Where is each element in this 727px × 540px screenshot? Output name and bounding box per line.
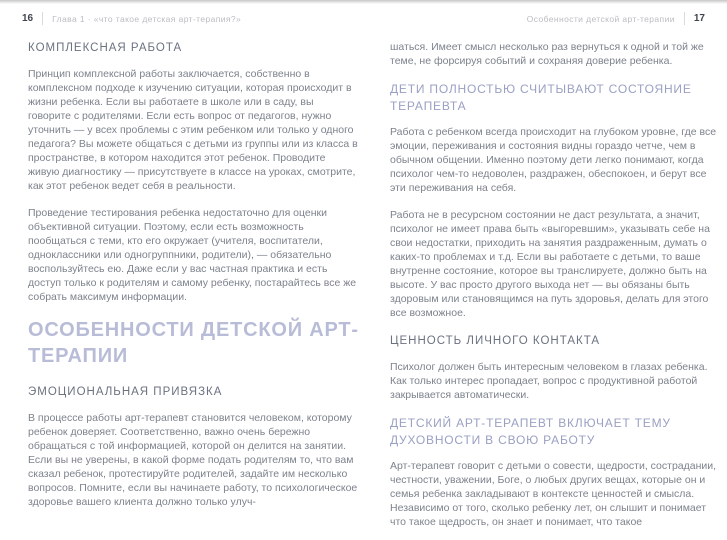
paragraph: Психолог должен быть интересным человеком в глазах ребенка. Как только интерес пропадает, вопрос с продуктивной работой закрывается автоматически. (390, 361, 708, 401)
section-heading-spirituality: ДЕТСКИЙ АРТ-ТЕРАПЕВТ ВКЛЮЧАЕТ ТЕМУ ДУХОВНОСТИ В СВОЮ РАБОТУ (390, 416, 671, 447)
paragraph: Принцип комплексной работы заключается, собственно в комплексном подходе к изучению ситуации, которая происходит в жизни ребенка. Если вы работаете в школе или в саду, вы говорите с родителями. Если есть вопрос от педагогов, нужно уточнить — у всех проблемы с этим ребенком или только у одного педагога? Вы можете общаться с детьми из группы или из класса в пространстве, в котором находится этот ребенок. Проводите живую диагностику — присутствуете в классе на уроках, смотрите, как этот ребенок ведет себя в реальности. (28, 68, 358, 192)
section-heading-personal-contact: ЦЕННОСТЬ ЛИЧНОГО КОНТАКТА (390, 335, 601, 347)
section-heading-children-read-state: ДЕТИ ПОЛНОСТЬЮ СЧИТЫВАЮТ СОСТОЯНИЕ ТЕРАПЕВТА (390, 82, 692, 113)
paragraph: В процессе работы арт-терапевт становится человеком, которому ребенок доверяет. Соответственно, важно очень бережно обращаться с той информацией, которой он делится на занятии. Если вы не уверены, в какой форме подать родителям то, что вам сказал ребенок, протестируйте родителей, задайте им несколько вопросов. Помните, если вы начинаете работу, то психологическое здоровье вашего клиента должно только улуч- (28, 412, 358, 508)
paragraph: Работа не в ресурсном состоянии не даст результата, а значит, психолог не имеет права быть «выгоревшим», указывать себе на свои недостатки, приходить на занятия раздраженным, думать о каких-то проблемах и т.д. Если вы работаете с детьми, то ваше внутренне состояние, которое вы транслируете, должно быть на высоте. У вас просто другого выхода нет — вы обязаны быть здоровым или становящимся на путь здоровья, делать для этого все возможное. (390, 209, 710, 319)
paragraph-continuation: шаться. Имеет смысл несколько раз вернуться к одной и той же теме, не форсируя событий и сохраняя доверие ребенка. (390, 41, 704, 67)
page-number-left: 16 (22, 13, 34, 24)
running-head (22, 12, 705, 25)
right-page-column (390, 40, 721, 540)
paragraph: Работа с ребенком всегда происходит на глубоком уровне, где все эмоции, переживания и состояния видны гораздо четче, чем в обычном общении. Именно поэтому дети легко понимают, когда психолог чем-то недоволен, раздражен, обеспокоен, и берут все эти переживания на себя. (390, 126, 717, 194)
page-top-edge (0, 0, 727, 4)
running-title-left: Глава 1 · «что такое детская арт-терапия?» (52, 13, 242, 24)
running-head-left (22, 12, 241, 25)
paragraph: Проведение тестирования ребенка недостаточно для оценки объективной ситуации. Поэтому, если есть возможность пообщаться с теми, кто его окружает (учителя, воспитатели, одноклассники или одногруппники, родители), — обязательно воспользуйтесь ею. Даже если у вас частная практика и есть доступ только к родителям и самому ребенку, постарайтесь все же собрать максимум информации. (28, 207, 357, 303)
running-head-divider-right (684, 12, 685, 25)
section-heading-emotional-bond: ЭМОЦИОНАЛЬНАЯ ПРИВЯЗКА (28, 386, 223, 398)
section-heading-complex-work: КОМПЛЕКСНАЯ РАБОТА (28, 42, 183, 54)
running-head-right (527, 12, 705, 25)
chapter-title: ОСОБЕННОСТИ ДЕТСКОЙ АРТ-ТЕРАПИИ (28, 319, 359, 367)
left-page-column (28, 40, 359, 540)
paragraph: Арт-терапевт говорит с детьми о совести, щедрости, сострадании, честности, уважении, Боге, о любых других вещах, которые он и семья ребенка закладывают в контексте ценностей и смысла. Независимо от того, сколько ребенку лет, он слышит и понимает что такое щедрость, он знает и понимает, что такое (390, 460, 717, 528)
running-head-divider-left (42, 12, 43, 25)
running-title-right: Особенности детской арт-терапии (526, 13, 675, 24)
page-number-right: 17 (693, 13, 705, 24)
